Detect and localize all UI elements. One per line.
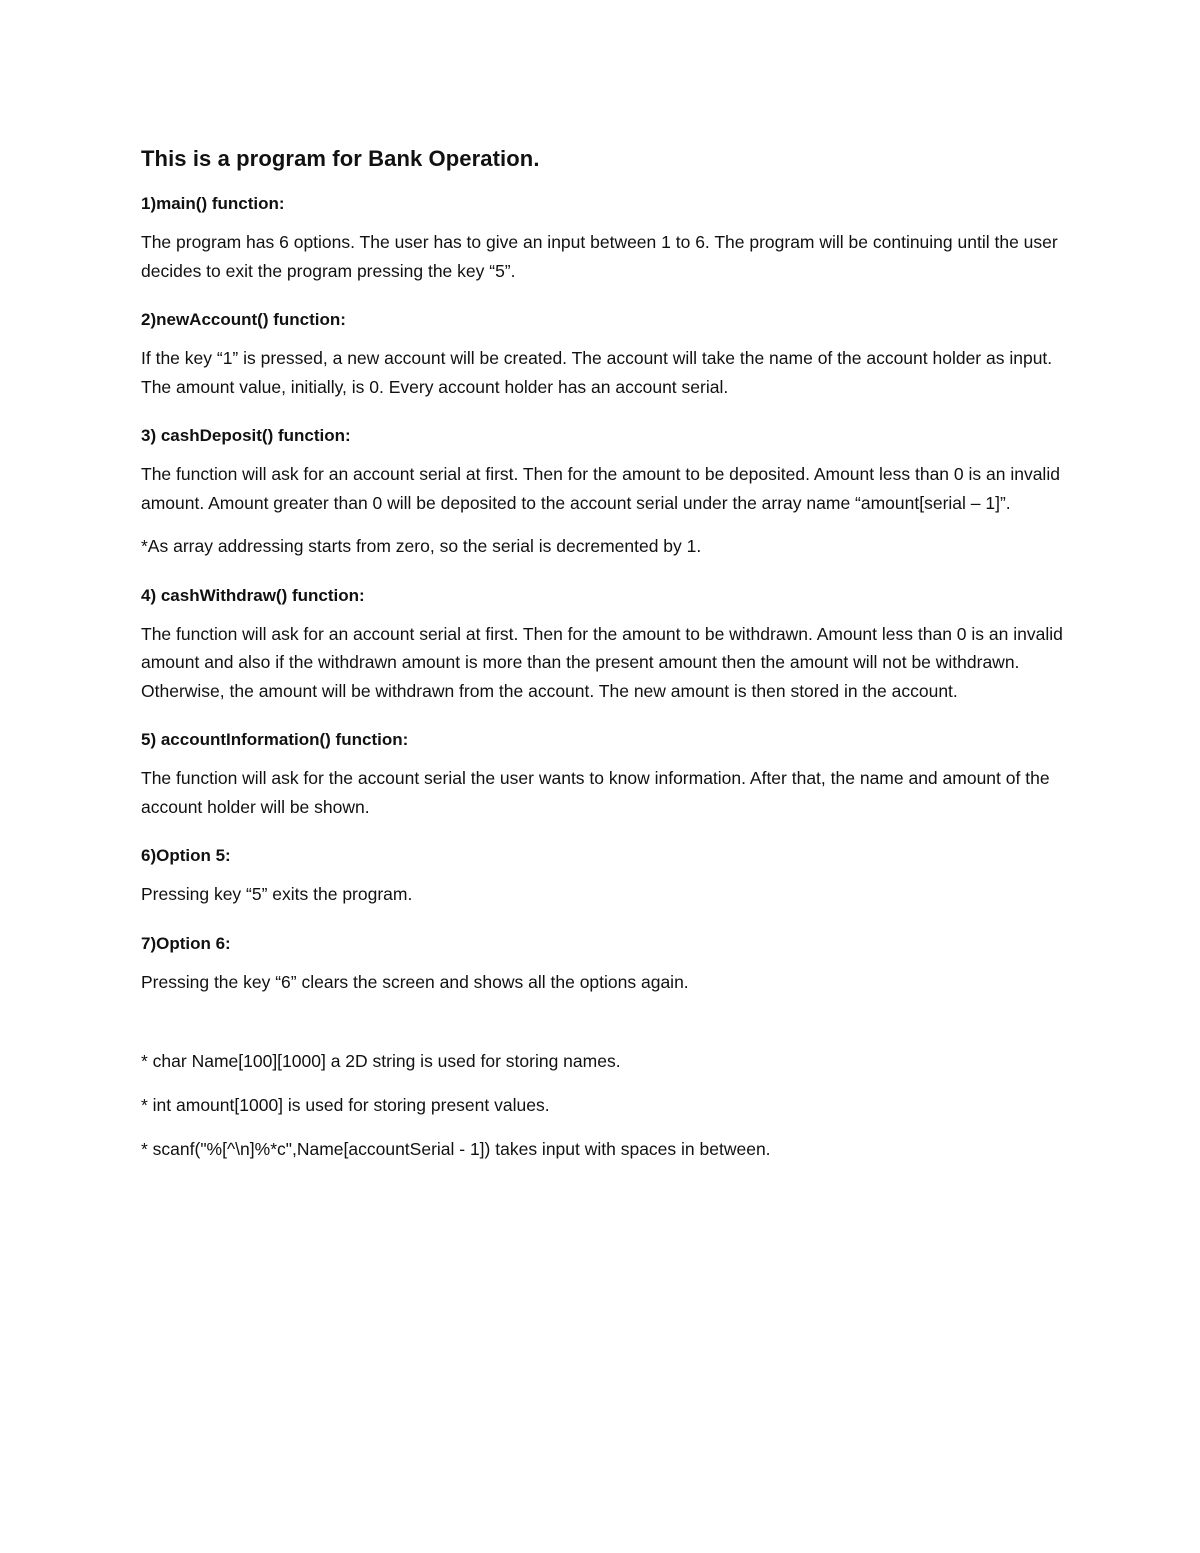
section-option-6 [141, 922, 1071, 997]
document-title: This is a program for Bank Operation. [141, 146, 540, 171]
section-paragraph: The function will ask for the account serial the user wants to know information. After that, the name and amount of the account holder will be shown. [141, 768, 1050, 817]
section-paragraph: If the key “1” is pressed, a new account will be created. The account will take the name of the account holder as input. The amount value, initially, is 0. Every account holder has an account serial. [141, 348, 1053, 397]
section-paragraph: Pressing the key “6” clears the screen and shows all the options again. [141, 971, 689, 992]
note-item: * char Name[100][1000] a 2D string is used for storing names. [141, 1051, 621, 1071]
section-footnote: *As array addressing starts from zero, so the serial is decremented by 1. [141, 536, 702, 556]
section-paragraph: The program has 6 options. The user has to give an input between 1 to 6. The program will be continuing until the user decides to exit the program pressing the key “5”. [141, 232, 1058, 281]
note-item: * int amount[1000] is used for storing present values. [141, 1095, 550, 1115]
section-paragraph: Pressing key “5” exits the program. [141, 884, 413, 904]
implementation-notes [141, 1047, 1071, 1163]
section-option-5 [141, 834, 1071, 909]
section-heading: 2)newAccount() function: [141, 310, 346, 329]
section-cash-withdraw [141, 574, 1071, 706]
section-new-account [141, 298, 1071, 401]
section-paragraph: The function will ask for an account serial at first. Then for the amount to be deposited. Amount less than 0 is an invalid amount. Amount greater than 0 will be deposited to the account serial under the array name “amount[serial – 1]”. [141, 464, 1060, 513]
blank-line [141, 1009, 1071, 1047]
document-page [141, 142, 1071, 1179]
section-heading: 7)Option 6: [141, 933, 231, 953]
section-paragraph: The function will ask for an account serial at first. Then for the amount to be withdrawn. Amount less than 0 is an invalid amount and also if the withdrawn amount is more than the present amount then the amount will not be withdrawn. Otherwise, the amount will be withdrawn from the account. The new amount is then stored in the account. [141, 623, 1063, 701]
section-heading: 1)main() function: [141, 194, 285, 213]
section-account-information [141, 718, 1071, 821]
section-heading: 3) cashDeposit() function: [141, 426, 351, 445]
section-heading: 5) accountInformation() function: [141, 730, 409, 749]
section-heading: 6)Option 5: [141, 846, 231, 865]
note-item: * scanf("%[^\n]%*c",Name[accountSerial - 1]) takes input with spaces in between. [141, 1139, 771, 1159]
section-main [141, 182, 1071, 285]
section-heading: 4) cashWithdraw() function: [141, 585, 365, 605]
section-cash-deposit [141, 414, 1071, 561]
